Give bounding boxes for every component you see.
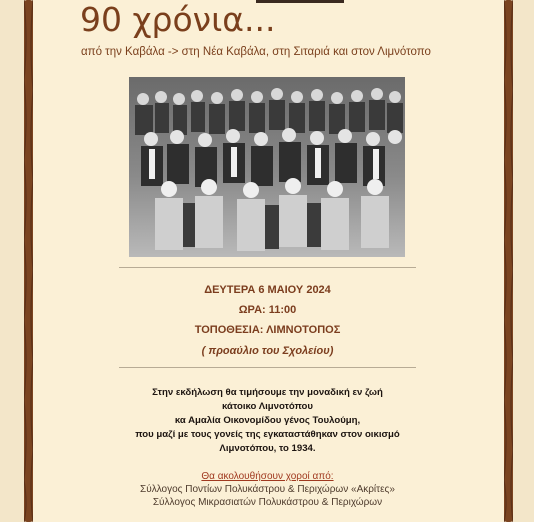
association-pontic: Σύλλογος Ποντίων Πολυκάστρου & Περιχώρων «Ακρίτες» (140, 484, 395, 495)
subtitle: από την Καβάλα -> στη Νέα Καβάλα, στη Σιταριά και στον Λιμνότοπο (81, 46, 431, 58)
outer-margin-right (513, 0, 534, 522)
headline: 90 χρόνια... (80, 0, 276, 39)
divider-top (119, 267, 416, 268)
event-date: ΔΕΥΤΕΡΑ 6 ΜΑΙΟΥ 2024 (204, 284, 331, 296)
announcement-line: που μαζί με τους γονείς της εγκαταστάθηκαν στον οικισμό (135, 429, 400, 440)
association-asia-minor: Σύλλογος Μικρασιατών Πολυκάστρου & Περιχώρων (152, 497, 383, 508)
announcement-line: κάτοικο Λιμνοτόπου (222, 401, 313, 412)
dances-title: Θα ακολουθήσουν χοροί από: (201, 471, 334, 482)
event-venue: ( προαύλιο του Σχολείου) (201, 345, 334, 357)
group-photo-illustration (129, 77, 405, 257)
announcement-line: Λιμνοτόπου, το 1934. (219, 443, 316, 454)
event-time: ΩΡΑ: 11:00 (238, 304, 297, 316)
right-decorative-border (504, 0, 513, 522)
left-decorative-border (24, 0, 33, 522)
outer-margin-left (0, 0, 24, 522)
event-location: ΤΟΠΟΘΕΣΙΑ: ΛΙΜΝΟΤΟΠΟΣ (194, 324, 341, 336)
announcement-line: κα Αμαλία Οικονομίδου γένος Τουλούμη, (174, 415, 361, 426)
historic-group-photo (129, 77, 405, 257)
divider-bottom (119, 367, 416, 368)
announcement-line: Στην εκδήλωση θα τιμήσουμε την μοναδική εν ζωή (152, 387, 383, 398)
announcement-text (100, 386, 435, 456)
